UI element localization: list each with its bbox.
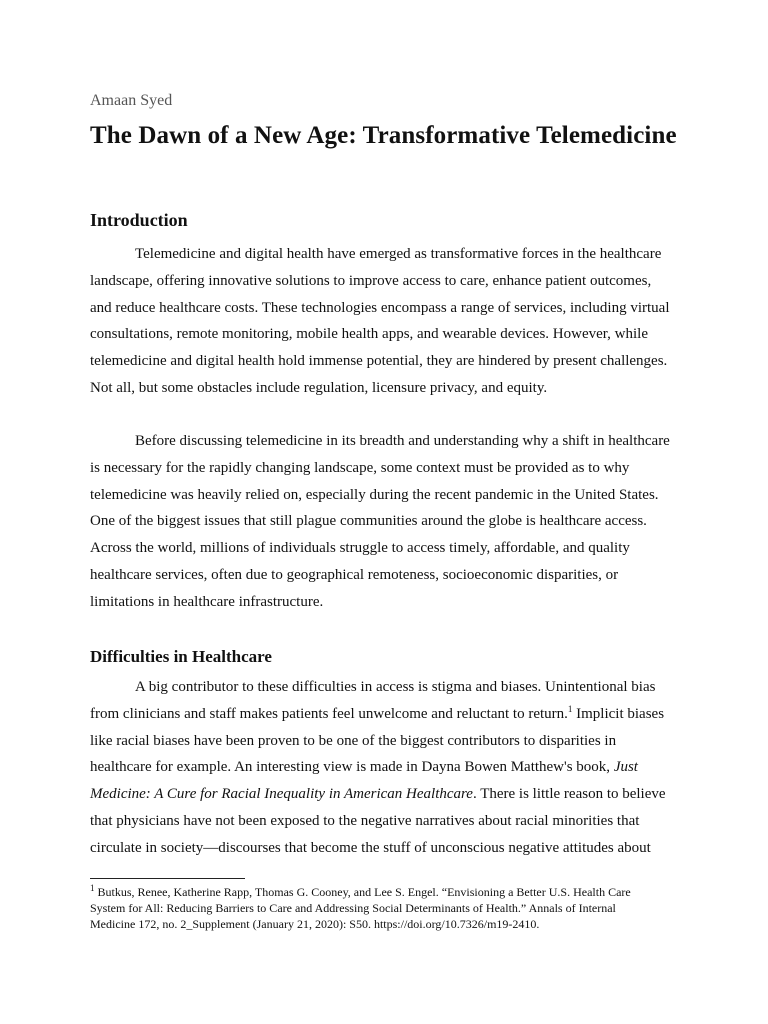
author-name: Amaan Syed [90, 92, 173, 109]
text-line: like racial biases have been proven to be one of the biggest contributors to disparities in [90, 732, 617, 749]
footnote-reference[interactable]: 1 [567, 703, 573, 714]
footnote-separator [90, 878, 245, 879]
difficulties-paragraph [90, 674, 678, 862]
text-line [90, 754, 678, 781]
footnote [90, 884, 680, 932]
text-line: One of the biggest issues that still plague communities around the globe is healthcare access. [90, 513, 647, 530]
text-line: consultations, remote monitoring, mobile health apps, and wearable devices. However, while [90, 326, 648, 343]
text-line: that physicians have not been exposed to the negative narratives about racial minorities that [90, 812, 640, 829]
text-line: and reduce healthcare costs. These technologies encompass a range of services, including virtual [90, 299, 670, 316]
book-title-italic: Just [613, 759, 638, 776]
text-line: Across the world, millions of individuals struggle to access timely, affordable, and quality [90, 540, 630, 557]
section-heading-difficulties: Difficulties in Healthcare [90, 647, 272, 666]
text-line: landscape, offering innovative solutions to improve access to care, enhance patient outcomes, [90, 272, 652, 289]
text-line [90, 701, 678, 728]
text-run: from clinicians and staff makes patients feel unwelcome and reluctant to return. [90, 705, 568, 722]
text-run: healthcare for example. An interesting view is made in Dayna Bowen Matthew's book, [90, 759, 614, 776]
text-line: A big contributor to these difficulties in access is stigma and biases. Unintentional bias [135, 679, 656, 695]
text-line: Telemedicine and digital health have emerged as transformative forces in the healthcare [135, 246, 662, 262]
text-line [90, 781, 678, 808]
intro-paragraph-1 [90, 241, 678, 402]
footnote-line: Medicine 172, no. 2_Supplement (January 21, 2020): S50. https://doi.org/10.7326/m19-2410. [90, 917, 540, 931]
text-run: Implicit biases [572, 705, 665, 722]
intro-paragraph-2 [90, 428, 678, 616]
text-line: is necessary for the rapidly changing landscape, some context must be provided as to why [90, 459, 630, 476]
text-line: healthcare services, often due to geographical remoteness, socioeconomic disparities, or [90, 566, 619, 583]
text-line: telemedicine and digital health hold immense potential, they are hindered by present challenges. [90, 353, 668, 370]
book-title-italic: Medicine: A Cure for Racial Inequality in American Healthcare [90, 786, 473, 803]
footnote-line [90, 884, 680, 900]
section-heading-introduction: Introduction [90, 210, 188, 230]
text-run: Butkus, Renee, Katherine Rapp, Thomas G. Cooney, and Lee S. Engel. “Envisioning a Better U.S. Health Care [94, 885, 631, 899]
footnote-line: System for All: Reducing Barriers to Care and Addressing Social Determinants of Health.” Annals of Internal [90, 901, 616, 915]
text-line: telemedicine was heavily relied on, especially during the recent pandemic in the United States. [90, 486, 659, 503]
footnote-number: 1 [90, 883, 95, 893]
text-line: Not all, but some obstacles include regulation, licensure privacy, and equity. [90, 379, 548, 396]
text-line: circulate in society—discourses that become the stuff of unconscious negative attitudes about [90, 839, 651, 856]
text-line: limitations in healthcare infrastructure. [90, 593, 324, 610]
text-line: Before discussing telemedicine in its breadth and understanding why a shift in healthcare [135, 433, 670, 449]
document-title: The Dawn of a New Age: Transformative Telemedicine [90, 122, 677, 149]
text-run: . There is little reason to believe [472, 786, 666, 803]
